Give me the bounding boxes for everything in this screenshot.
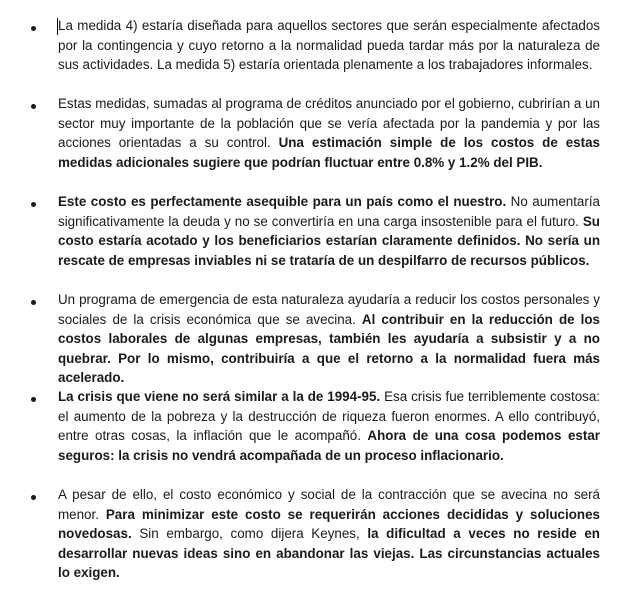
text-run: La medida 4) estaría diseñada para aquellos sectores que serán especialmente afectados por la contingencia y cuyo retorno a la normalidad pueda tardar más por la naturaleza de sus actividades. La medida 5) estaría orientada plenamente a los trabajadores informales. — [58, 18, 600, 73]
text-run: Esa crisis fue terriblemente costosa: el aumento de la pobreza y la destrucción de riqueza fueron enormes. A ello contribuyó, entre otras cosas, la inflación que le acompañó. — [58, 389, 600, 444]
bullet-icon — [31, 202, 36, 207]
text-run: No aumentaría significativamente la deuda y no se convertiría en una carga insostenible para el futuro. — [58, 194, 601, 229]
text-run: Un programa de emergencia de esta naturaleza ayudaría a reducir los costos personales y sociales de la crisis económica que se avecina. — [58, 292, 600, 327]
bold-text-run: Ahora de una cosa podemos estar seguros: la crisis no vendrá acompañada de un proceso inflacionario. — [58, 428, 601, 463]
bold-text-run: la dificultad a veces no reside en desarrollar nuevas ideas sino en abandonar las viejas. Las circunstancias actuales lo exigen. — [58, 526, 600, 581]
paragraph-6[interactable] — [58, 485, 600, 583]
paragraph-1[interactable] — [58, 16, 600, 75]
paragraph-4[interactable] — [58, 290, 600, 388]
paragraph-5[interactable] — [58, 387, 600, 465]
paragraph-2[interactable] — [58, 94, 600, 172]
bullet-icon — [31, 397, 36, 402]
bullet-icon — [31, 104, 36, 109]
bold-text-run: Este costo es perfectamente asequible para un país como el nuestro. — [58, 194, 507, 209]
bold-text-run: Una estimación simple de los costos de estas medidas adicionales sugiere que podrían fluctuar entre 0.8% y 1.2% del PIB. — [58, 135, 600, 170]
text-run: Estas medidas, sumadas al programa de créditos anunciado por el gobierno, cubrirían a un sector muy importante de la población que se vería afectada por la pandemia y por las acciones orientadas a su control. — [58, 96, 600, 151]
bullet-icon — [31, 300, 36, 305]
text-run: Sin embargo, como dijera Keynes, — [131, 526, 368, 542]
paragraph-3[interactable] — [58, 192, 600, 270]
bold-text-run: Para minimizar este costo se requerirán acciones decididas y soluciones novedosas. — [58, 506, 600, 542]
text-run: A pesar de ello, el costo económico y social de la contracción que se avecina no será menor. — [58, 487, 600, 522]
bold-text-run: La crisis que viene no será similar a la de 1994-95. — [58, 389, 381, 404]
bullet-icon — [31, 26, 36, 31]
bullet-icon — [31, 495, 36, 500]
bold-text-run: Su costo estaría acotado y los beneficiarios estarían claramente definidos. No sería un rescate de empresas inviables ni se trataría de un despilfarro de recursos públicos. — [58, 213, 600, 268]
bold-text-run: Al contribuir en la reducción de los costos laborales de algunas empresas, también les ayudaría a subsistir y a no quebrar. Por lo mismo, contribuiría a que el retorno a la normalidad fuera más acelerado. — [58, 311, 600, 386]
